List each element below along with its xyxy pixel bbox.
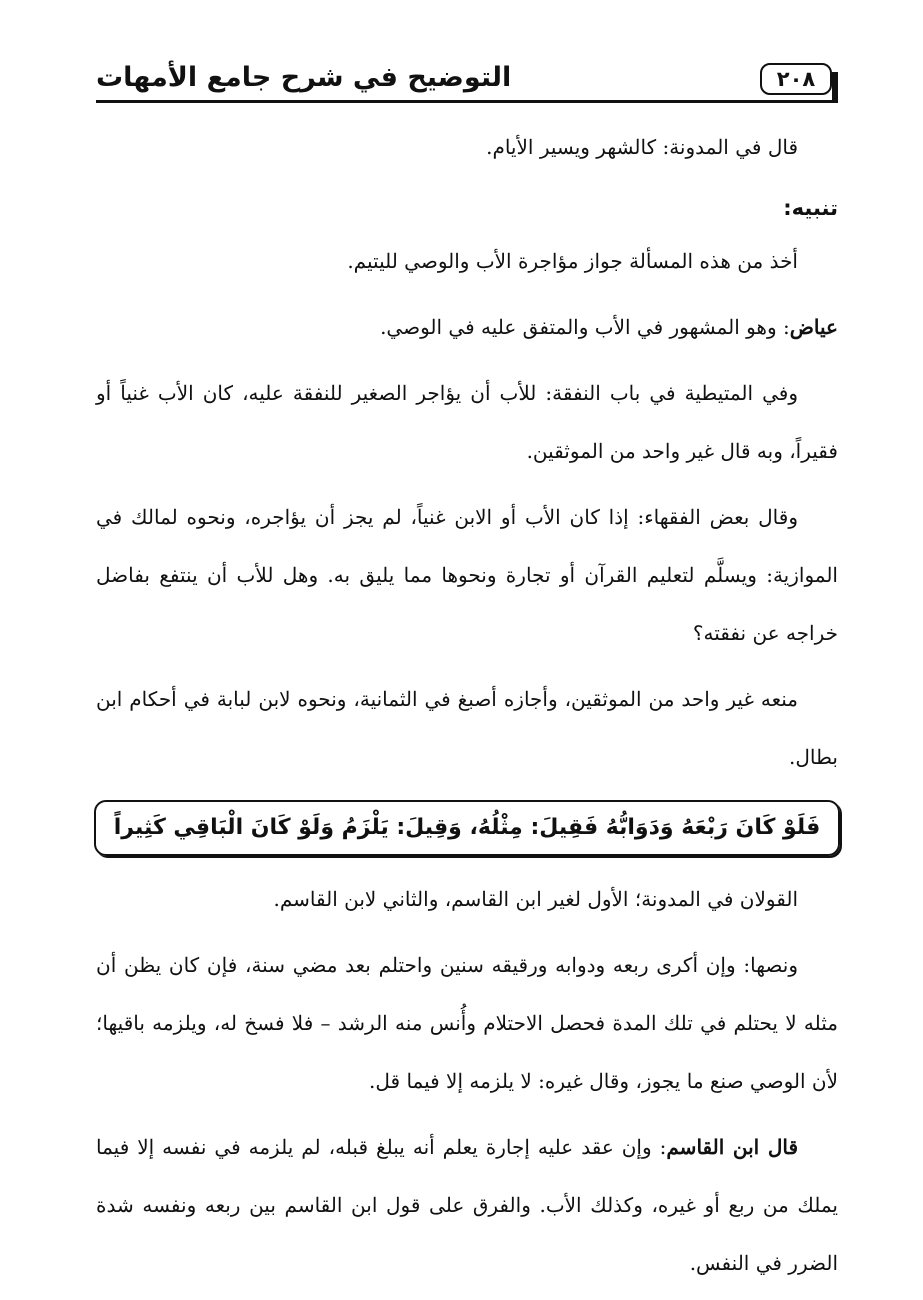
page-number-tab [832,72,838,102]
paragraph-9-text: : وإن عقد عليه إجارة يعلم أنه يبلغ قبله، لم يلزمه في نفسه إلا فيما يملك من ربع أو غيره، وكذلك الأب. والفرق على قول ابن القاسم بين ربعه ونفسه شدة الضرر في النفس. [96,1135,838,1275]
paragraph-6: منعه غير واحد من الموثقين، وأجازه أصبغ في الثمانية، ونحوه لابن لبابة في أحكام ابن بطال. [96,687,838,769]
paragraph-9 [96,1118,838,1292]
paragraph-3 [96,298,838,356]
matn-quote-box: فَلَوْ كَانَ رَبْعَهُ وَدَوَابُّهُ فَقِيلَ: مِثْلُهُ، وَقِيلَ: يَلْزَمُ وَلَوْ كَانَ الْبَاقِي كَثِيراً [94,800,840,856]
header-rule [96,100,838,103]
paragraph-4: وفي المتيطية في باب النفقة: للأب أن يؤاجر الصغير للنفقة عليه، كان الأب غنياً أو فقيراً، وبه قال غير واحد من الموثقين. [96,381,838,463]
section-heading: تنبيه: [783,196,838,220]
paragraph-3-text: : وهو المشهور في الأب والمتفق عليه في الوصي. [380,315,790,339]
speaker-name: عياض [789,315,838,339]
speaker-name: قال ابن القاسم [666,1135,799,1159]
paragraph-2: أخذ من هذه المسألة جواز مؤاجرة الأب والوصي لليتيم. [347,249,798,273]
page-body [96,118,838,1300]
paragraph-8: ونصها: وإن أكرى ربعه ودوابه ورقيقه سنين واحتلم بعد مضي سنة، فإن كان يظن أن مثله لا يحتلم في تلك المدة فحصل الاحتلام وأُنس منه الرشد – فلا فسخ له، ويلزمه باقيها؛ لأن الوصي صنع ما يجوز، وقال غيره: لا يلزمه إلا فيما قل. [96,953,838,1093]
paragraph-1: قال في المدونة: كالشهر ويسير الأيام. [486,135,798,159]
paragraph-5: وقال بعض الفقهاء: إذا كان الأب أو الابن غنياً، لم يجز أن يؤاجره، ونحوه لمالك في الموازية: ويسلَّم لتعليم القرآن أو تجارة ونحوها مما يليق به. وهل للأب أن ينتفع بفاضل خراجه عن نفقته؟ [96,505,838,645]
page-number: ٢٠٨ [760,63,832,95]
running-header [96,58,838,104]
paragraph-7: القولان في المدونة؛ الأول لغير ابن القاسم، والثاني لابن القاسم. [273,887,798,911]
book-title: التوضيح في شرح جامع الأمهات [96,62,512,93]
